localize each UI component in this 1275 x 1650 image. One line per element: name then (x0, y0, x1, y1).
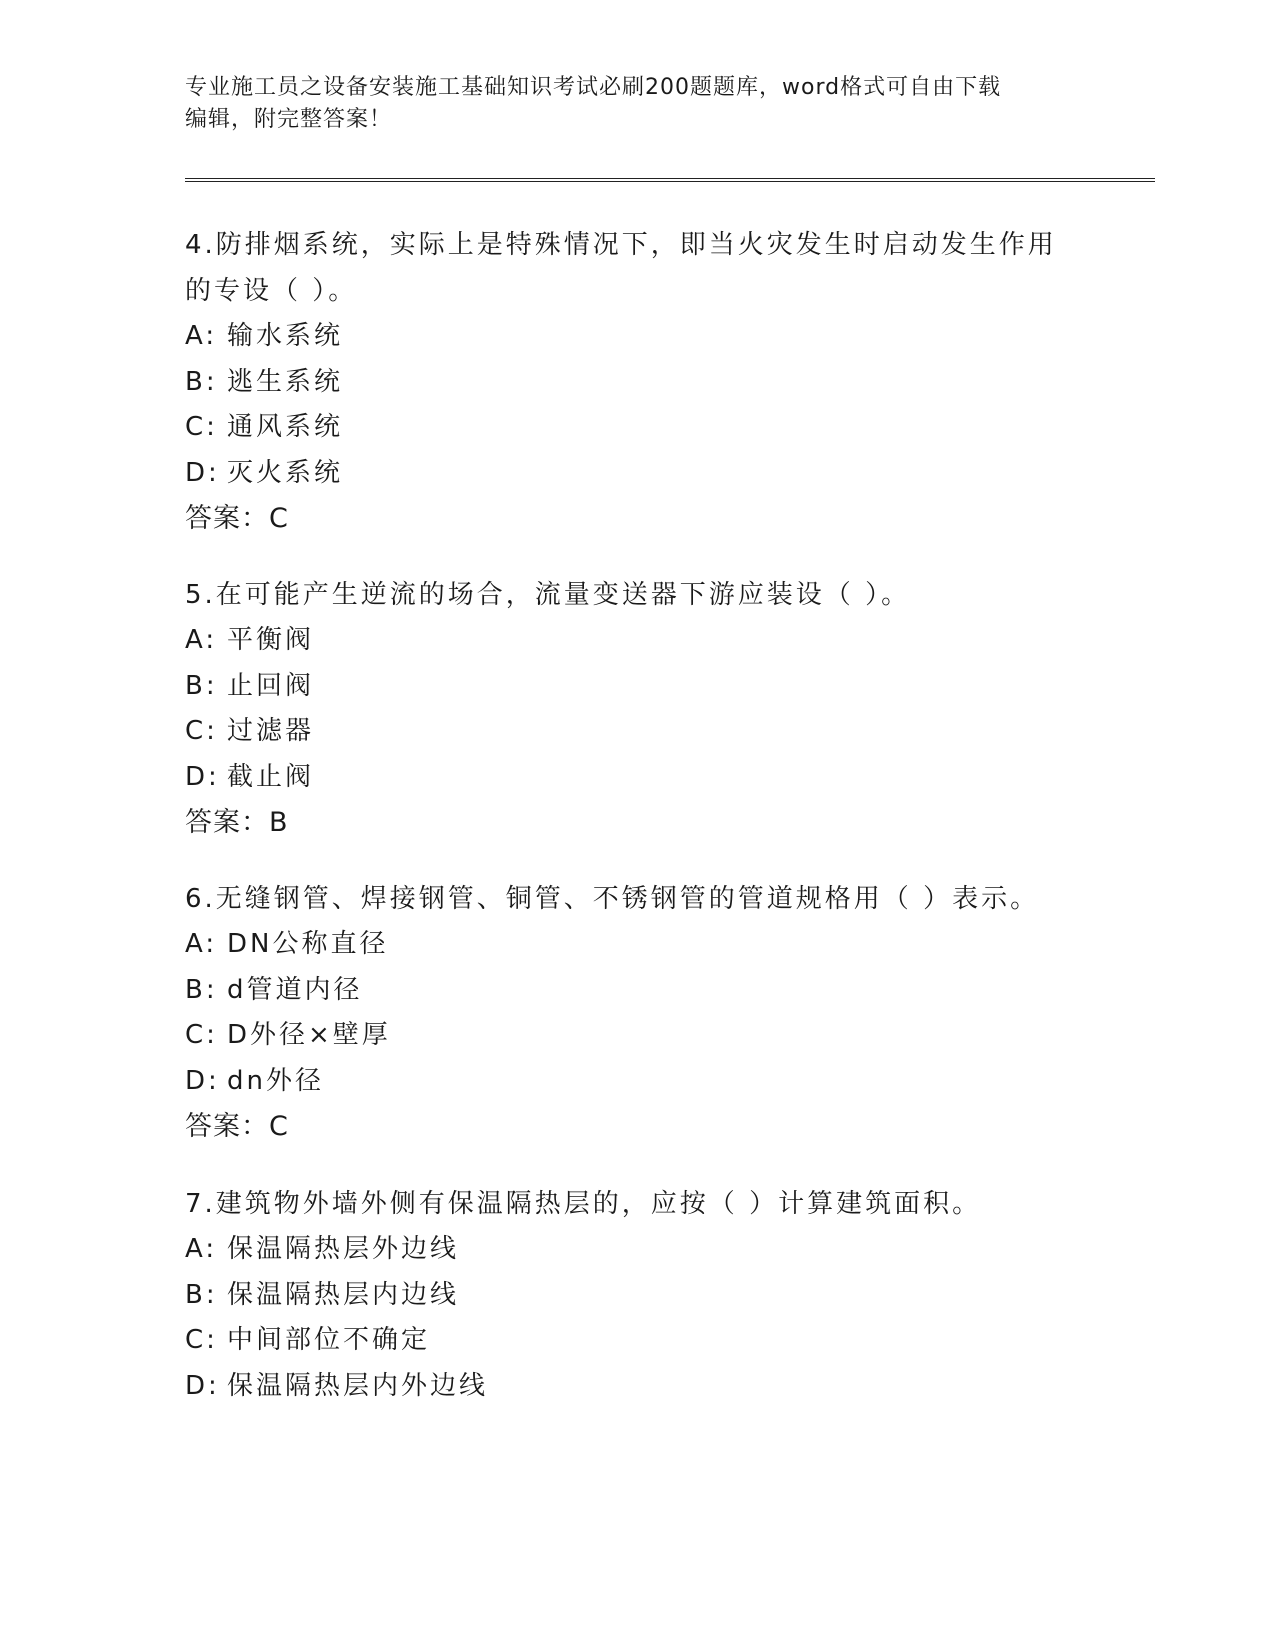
option-key: D: (185, 1370, 220, 1401)
option-text: 灭火系统 (227, 457, 344, 488)
question-4 (185, 222, 1155, 542)
option-key: C: (185, 1325, 218, 1355)
option-text: 输水系统 (227, 321, 344, 351)
option-text: 逃生系统 (227, 366, 344, 397)
answer-line: 答案：C (185, 1111, 289, 1142)
option-key: A: (185, 321, 218, 351)
option-text: d管道内径 (227, 974, 363, 1005)
option-a (185, 1227, 1155, 1273)
header-divider (185, 178, 1155, 182)
option-c (185, 709, 1155, 755)
option-c (185, 1318, 1155, 1364)
option-key: C: (185, 412, 218, 442)
question-stem-continued: 的专设（ ）。 (185, 276, 358, 306)
option-d (185, 451, 1155, 497)
option-c (185, 1013, 1155, 1059)
option-key: D: (185, 761, 220, 792)
option-d (185, 1059, 1155, 1105)
option-key: D: (185, 1065, 220, 1096)
option-key: C: (185, 716, 218, 746)
option-d (185, 755, 1155, 801)
option-text: DN公称直径 (227, 929, 389, 959)
option-text: 截止阀 (227, 761, 315, 792)
option-a (185, 618, 1155, 664)
document-header (185, 72, 1085, 136)
question-7 (185, 1181, 1155, 1409)
option-text: 中间部位不确定 (227, 1325, 431, 1355)
option-text: 保温隔热层内外边线 (227, 1370, 489, 1401)
option-text: 平衡阀 (227, 625, 315, 655)
question-6 (185, 876, 1155, 1150)
option-text: 保温隔热层外边线 (227, 1234, 460, 1264)
option-b (185, 664, 1155, 710)
option-key: A: (185, 625, 218, 655)
option-text: 止回阀 (227, 670, 315, 701)
question-stem: 7.建筑物外墙外侧有保温隔热层的，应按（ ）计算建筑面积。 (185, 1189, 982, 1219)
option-key: B: (185, 366, 218, 397)
option-b (185, 1273, 1155, 1319)
question-stem: 4.防排烟系统，实际上是特殊情况下，即当火灾发生时启动发生作用 (185, 230, 1057, 260)
option-text: 保温隔热层内边线 (227, 1279, 460, 1310)
header-title-line-2: 编辑，附完整答案！ (185, 107, 393, 132)
option-key: D: (185, 457, 220, 488)
question-stem: 6.无缝钢管、焊接钢管、铜管、不锈钢管的管道规格用（ ）表示。 (185, 884, 1040, 914)
option-a (185, 922, 1155, 968)
option-text: 通风系统 (227, 412, 344, 442)
option-b (185, 968, 1155, 1014)
option-text: 过滤器 (227, 716, 315, 746)
question-stem: 5.在可能产生逆流的场合，流量变送器下游应装设（ ）。 (185, 580, 911, 610)
option-c (185, 405, 1155, 451)
option-text: dn外径 (227, 1065, 324, 1096)
header-title-line-1: 专业施工员之设备安装施工基础知识考试必刷200题题库，word格式可自由下载 (185, 75, 1002, 100)
option-b (185, 360, 1155, 406)
option-key: B: (185, 670, 218, 701)
option-text: D外径×壁厚 (227, 1020, 391, 1050)
option-key: C: (185, 1020, 218, 1050)
option-key: A: (185, 929, 218, 959)
option-a (185, 314, 1155, 360)
answer-line: 答案：C (185, 503, 289, 534)
answer-line: 答案：B (185, 807, 289, 838)
option-key: B: (185, 1279, 218, 1310)
option-d (185, 1364, 1155, 1410)
option-key: A: (185, 1234, 218, 1264)
option-key: B: (185, 974, 218, 1005)
question-5 (185, 572, 1155, 846)
